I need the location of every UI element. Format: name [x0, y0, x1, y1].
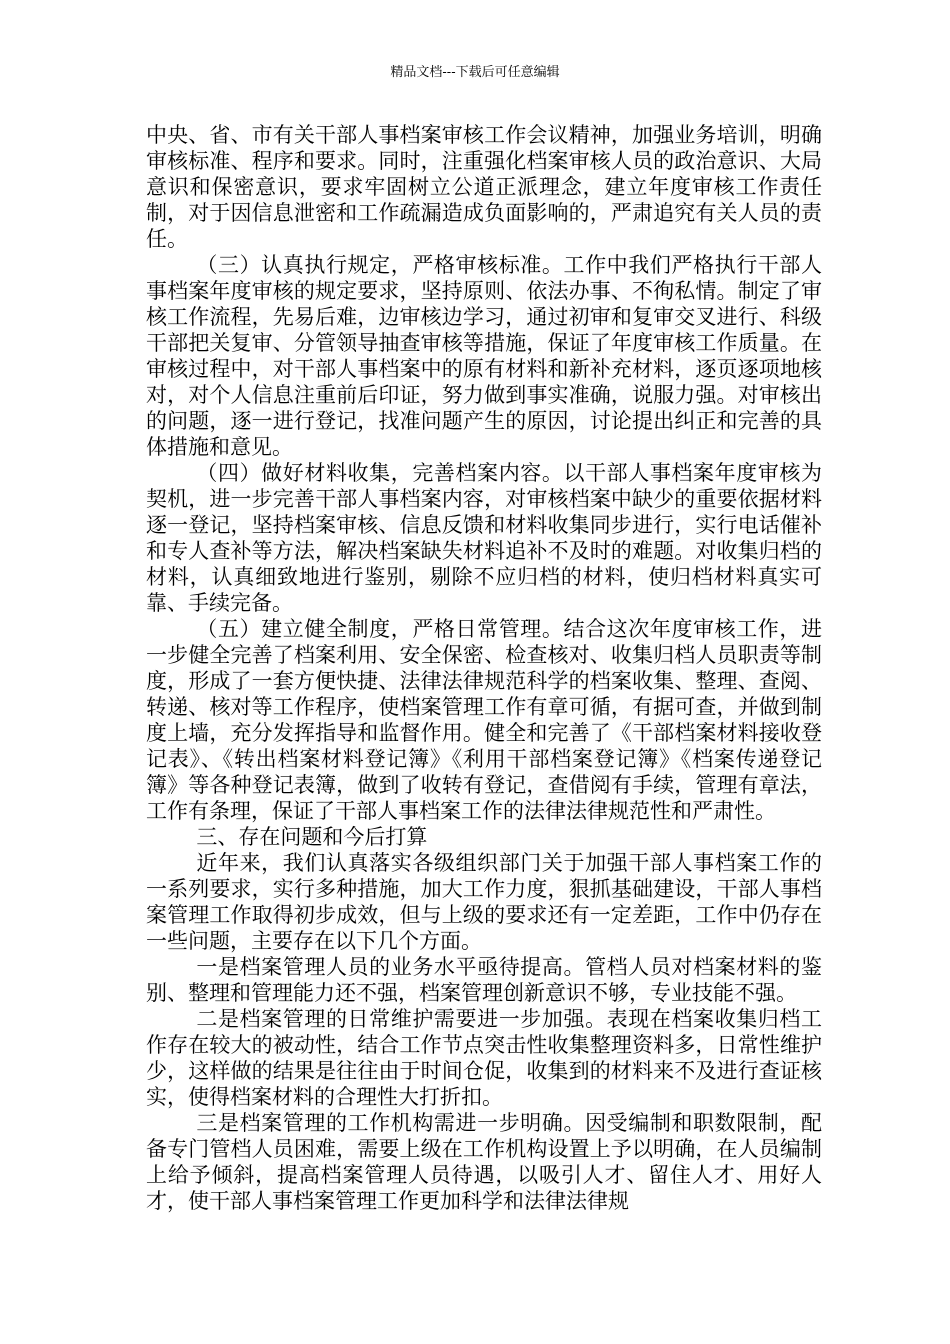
paragraph-section-3: （三）认真执行规定，严格审核标准。工作中我们严格执行干部人事档案年度审核的规定要求，坚持原则、依法办事、不徇私情。制定了审核工作流程，先易后难，边审核边学习，通过初审和复审交叉进行、科级干部把关复审、分管领导抽查审核等措施，保证了年度审核工作质量。在审核过程中，对干部人事档案中的原有材料和新补充材料，逐页逐项地核对，对个人信息注重前后印证，努力做到事实准确，说服力强。对审核出的问题，逐一进行登记，找准问题产生的原因，讨论提出纠正和完善的具体措施和意见。 [146, 253, 822, 459]
paragraph-recent-years: 近年来，我们认真落实各级组织部门关于加强干部人事档案工作的一系列要求，实行多种措施，加大工作力度，狠抓基础建设，干部人事档案管理工作取得初步成效，但与上级的要求还有一定差距，工作中仍存在一些问题，主要存在以下几个方面。 [146, 851, 822, 953]
section-heading-problems: 三、存在问题和今后打算 [196, 825, 428, 849]
paragraph-issue-1: 一是档案管理人员的业务水平亟待提高。管档人员对档案材料的鉴别、整理和管理能力还不强，档案管理创新意识不够，专业技能不强。 [146, 955, 822, 1005]
paragraph-continuation: 中央、省、市有关干部人事档案审核工作会议精神，加强业务培训，明确审核标准、程序和要求。同时，注重强化档案审核人员的政治意识、大局意识和保密意识，要求牢固树立公道正派理念，建立年度审核工作责任制，对于因信息泄密和工作疏漏造成负面影响的，严肃追究有关人员的责任。 [146, 123, 822, 251]
page-header: 精品文档---下载后可任意编辑 [390, 65, 560, 80]
paragraph-section-4: （四）做好材料收集，完善档案内容。以干部人事档案年度审核为契机，进一步完善干部人事档案内容，对审核档案中缺少的重要依据材料逐一登记，坚持档案审核、信息反馈和材料收集同步进行，实行电话催补和专人查补等方法，解决档案缺失材料追补不及时的难题。对收集归档的材料，认真细致地进行鉴别，剔除不应归档的材料，使归档材料真实可靠、手续完备。 [146, 461, 822, 615]
paragraph-section-5: （五）建立健全制度，严格日常管理。结合这次年度审核工作，进一步健全完善了档案利用、安全保密、检查核对、收集归档人员职责等制度，形成了一套方便快捷、法律法律规范科学的档案收集、整理、查阅、转递、核对等工作程序，使档案管理工作有章可循，有据可查，并做到制度上墙，充分发挥指导和监督作用。健全和完善了《干部档案材料接收登记表》、《转出档案材料登记簿》《利用干部档案登记簿》《档案传递登记簿》等各种登记表簿，做到了收转有登记，查借阅有手续，管理有章法，工作有条理，保证了干部人事档案工作的法律法律规范性和严肃性。 [146, 617, 822, 823]
paragraph-issue-2: 二是档案管理的日常维护需要进一步加强。表现在档案收集归档工作存在较大的被动性，结合工作节点突击性收集整理资料多，日常性维护少，这样做的结果是往往由于时间仓促，收集到的材料来不及进行查证核实，使得档案材料的合理性大打折扣。 [146, 1007, 822, 1109]
document-body [146, 122, 822, 1214]
paragraph-issue-3: 三是档案管理的工作机构需进一步明确。因受编制和职数限制，配备专门管档人员困难，需要上级在工作机构设置上予以明确，在人员编制上给予倾斜，提高档案管理人员待遇，以吸引人才、留住人才、用好人才，使干部人事档案管理工作更加科学和法律法律规 [146, 1111, 822, 1213]
